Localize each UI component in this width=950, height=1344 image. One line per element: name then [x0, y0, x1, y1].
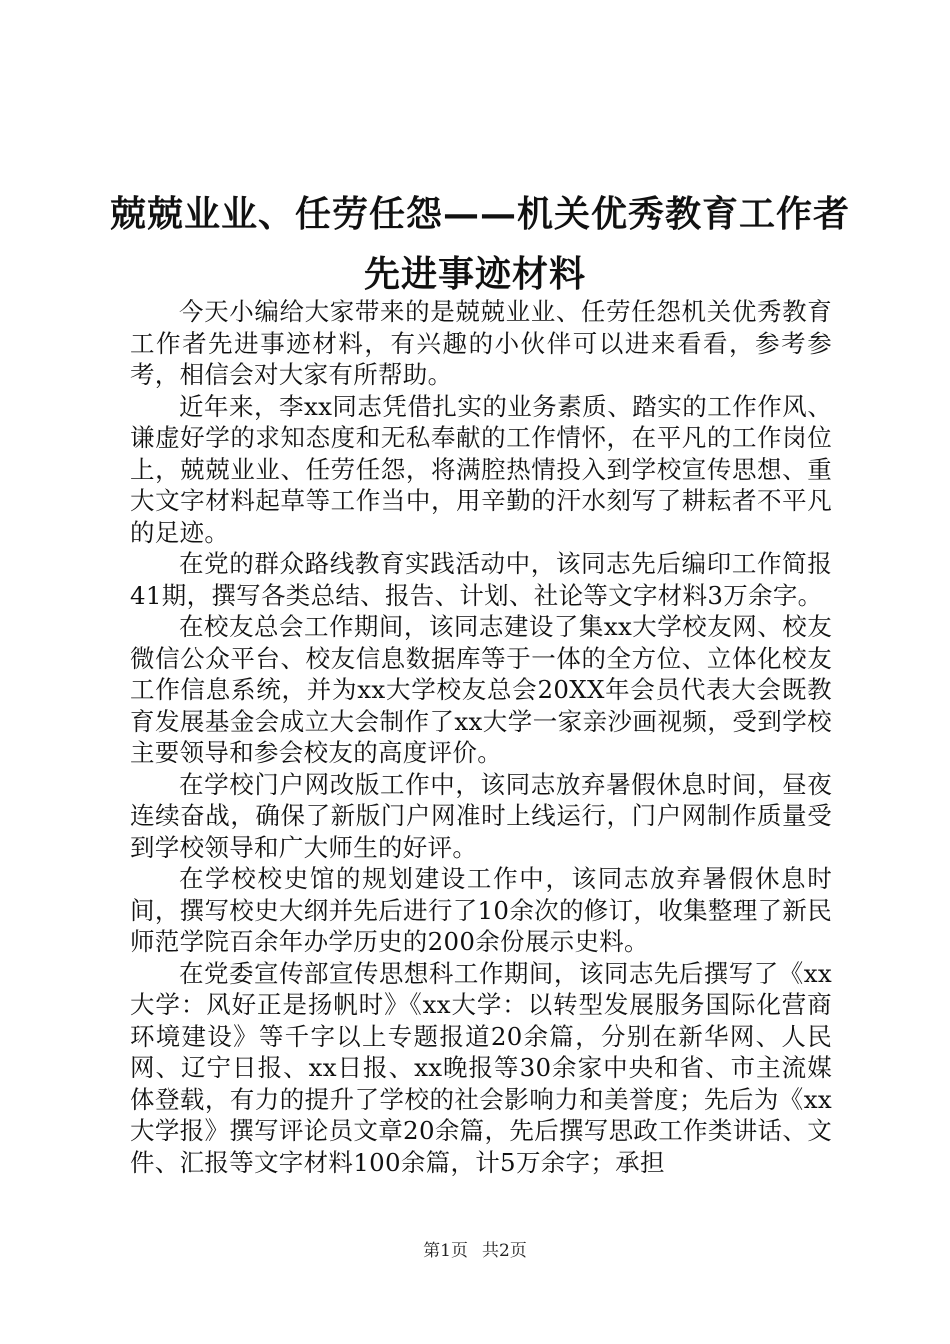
paragraph-portal-redesign: 在学校门户网改版工作中，该同志放弃暑假休息时间，昼夜连续奋战，确保了新版门户网准时上线运行，门户网制作质量受到学校领导和广大师生的好评。	[130, 769, 832, 862]
paragraph-overview: 近年来，李xx同志凭借扎实的业务素质、踏实的工作作风、谦虚好学的求知态度和无私奉献的工作情怀，在平凡的工作岗位上，兢兢业业、任劳任怨，将满腔热情投入到学校宣传思想、重大文字材料起草等工作当中，用辛勤的汗水刻写了耕耘者不平凡的足迹。	[130, 391, 832, 547]
paragraph-history-museum: 在学校校史馆的规划建设工作中，该同志放弃暑假休息时间，撰写校史大纲并先后进行了10余次的修订，收集整理了新民师范学院百余年办学历史的200余份展示史料。	[130, 864, 832, 956]
page-number: 第1页	[423, 1241, 468, 1261]
document-body	[130, 296, 832, 1178]
document-title-line-2: 先进事迹材料	[363, 253, 586, 295]
paragraph-alumni-association: 在校友总会工作期间，该同志建设了集xx大学校友网、校友微信公众平台、校友信息数据库等于一体的全方位、立体化校友工作信息系统，并为xx大学校友总会20XX年会员代表大会既教育发展基金会成立大会制作了xx大学一家亲沙画视频，受到学校主要领导和参会校友的高度评价。	[130, 612, 832, 767]
page-total: 共2页	[482, 1241, 527, 1261]
document-title-line-1: 兢兢业业、任劳任怨——机关优秀教育工作者	[110, 193, 851, 235]
paragraph-publicity-department: 在党委宣传部宣传思想科工作期间，该同志先后撰写了《xx大学：风好正是扬帆时》《xx大学：以转型发展服务国际化营商环境建设》等千字以上专题报道20余篇，分别在新华网、人民网、辽宁日报、xx日报、xx晚报等30余家中央和省、市主流媒体登载，有力的提升了学校的社会影响力和美誉度；先后为《xx大学报》撰写评论员文章20余篇，先后撰写思政工作类讲话、文件、汇报等文字材料100余篇，计5万余字；承担	[130, 958, 832, 1177]
paragraph-practice-activity: 在党的群众路线教育实践活动中，该同志先后编印工作简报41期，撰写各类总结、报告、计划、社论等文字材料3万余字。	[130, 549, 832, 610]
page-footer	[0, 1236, 950, 1261]
paragraph-intro: 今天小编给大家带来的是兢兢业业、任劳任怨机关优秀教育工作者先进事迹材料，有兴趣的小伙伴可以进来看看，参考参考，相信会对大家有所帮助。	[130, 297, 832, 389]
